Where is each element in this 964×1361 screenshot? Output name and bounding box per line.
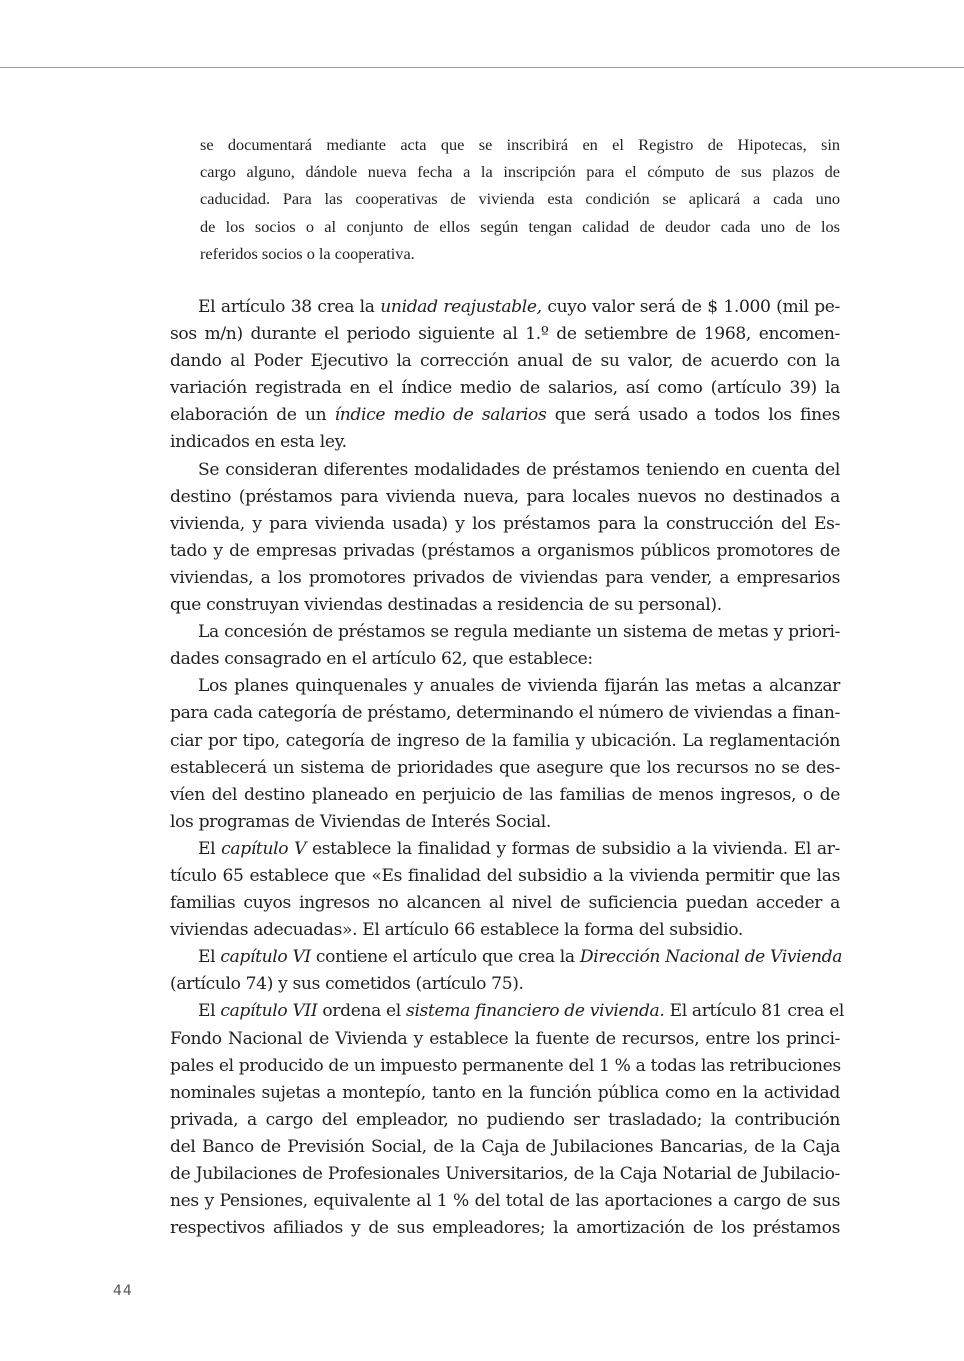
paragraph <box>170 619 840 673</box>
body-line: sos m/n) durante el periodo siguiente al 1.º de setiembre de 1968, encomen- <box>170 324 840 345</box>
body-line: El artículo 38 crea la unidad reajustable, cuyo valor será de $ 1.000 (mil pe- <box>198 297 840 317</box>
quote-line: caducidad. Para las cooperativas de vivienda esta condición se aplicará a cada uno <box>200 189 840 209</box>
body-line: Los planes quinquenales y anuales de vivienda fijarán las metas a alcanzar <box>198 676 840 697</box>
paragraph <box>170 673 840 836</box>
body-line: privada, a cargo del empleador, no pudiendo ser trasladado; la contribución <box>170 1109 840 1130</box>
paragraph <box>170 998 844 1242</box>
italic-term: capítulo V <box>221 838 307 859</box>
quote-line: de los socios o al conjunto de ellos según tengan calidad de deudor cada uno de los <box>200 216 840 236</box>
body-line: elaboración de un índice medio de salarios que será usado a todos los fines <box>170 405 840 426</box>
body-line: Fondo Nacional de Vivienda y establece la fuente de recursos, entre los princi- <box>170 1028 840 1049</box>
quote-line: referidos socios o la cooperativa. <box>200 243 415 263</box>
body-line: del Banco de Previsión Social, de la Caja de Jubilaciones Bancarias, de la Caja <box>170 1136 840 1157</box>
italic-term: Dirección Nacional de Vivienda <box>579 947 843 968</box>
header-rule <box>0 67 964 68</box>
body-line: dades consagrado en el artículo 62, que establece: <box>170 649 593 670</box>
body-line: que construyan viviendas destinadas a residencia de su personal). <box>170 595 722 616</box>
body-line: viviendas, a los promotores privados de viviendas para vender, a empresarios <box>170 567 840 588</box>
body-line: los programas de Viviendas de Interés Social. <box>170 811 551 832</box>
paragraph <box>170 294 840 457</box>
italic-term: capítulo VI <box>220 947 311 968</box>
body-line: de Jubilaciones de Profesionales Universitarios, de la Caja Notarial de Jubilacio- <box>170 1164 840 1184</box>
body-line: El capítulo VII ordena el sistema financiero de vivienda. El artículo 81 crea el <box>198 1001 844 1022</box>
italic-term: índice medio de salarios <box>334 405 547 426</box>
body-line: El capítulo VI contiene el artículo que crea la Dirección Nacional de Vivienda <box>198 947 843 968</box>
body-line: para cada categoría de préstamo, determinando el número de viviendas a finan- <box>170 703 840 724</box>
body-line: víen del destino planeado en perjuicio de las familias de menos ingresos, o de <box>170 784 840 805</box>
body-line: familias cuyos ingresos no alcancen al nivel de suficiencia puedan acceder a <box>170 893 840 914</box>
body-line: nominales sujetas a montepío, tanto en la función pública como en la actividad <box>170 1082 840 1103</box>
paragraph <box>170 836 840 944</box>
body-text <box>170 294 844 1242</box>
paragraph <box>170 457 840 620</box>
body-line: (artículo 74) y sus cometidos (artículo 75). <box>170 974 524 995</box>
quote-line: cargo alguno, dándole nueva fecha a la inscripción para el cómputo de sus plazos de <box>200 162 840 182</box>
body-line: dando al Poder Ejecutivo la corrección anual de su valor, de acuerdo con la <box>170 351 840 372</box>
body-line: viviendas adecuadas». El artículo 66 establece la forma del subsidio. <box>170 920 743 941</box>
body-line: establecerá un sistema de prioridades que asegure que los recursos no se des- <box>170 757 840 778</box>
body-line: vivienda, y para vivienda usada) y los préstamos para la construcción del Es- <box>170 513 840 534</box>
body-line: El capítulo V establece la finalidad y formas de subsidio a la vivienda. El ar- <box>198 838 840 859</box>
body-line: tado y de empresas privadas (préstamos a organismos públicos promotores de <box>170 540 840 561</box>
body-line: variación registrada en el índice medio de salarios, así como (artículo 39) la <box>170 378 840 399</box>
body-line: pales el producido de un impuesto permanente del 1 % a todas las retribuciones <box>170 1055 841 1076</box>
quote-line: se documentará mediante acta que se inscribirá en el Registro de Hipotecas, sin <box>200 135 840 154</box>
body-line: destino (préstamos para vivienda nueva, para locales nuevos no destinados a <box>170 486 840 507</box>
body-line: indicados en esta ley. <box>170 432 347 453</box>
body-line: ciar por tipo, categoría de ingreso de la familia y ubicación. La reglamentación <box>170 730 840 751</box>
body-line: tículo 65 establece que «Es finalidad del subsidio a la vivienda permitir que las <box>170 865 840 886</box>
body-line: respectivos afiliados y de sus empleadores; la amortización de los préstamos <box>170 1218 840 1239</box>
paragraph <box>170 944 843 998</box>
quoted-text-block <box>200 131 840 267</box>
italic-term: unidad reajustable, <box>380 297 542 317</box>
italic-term: sistema financiero de vivienda. <box>406 1001 665 1022</box>
body-line: La concesión de préstamos se regula mediante un sistema de metas y priori- <box>198 622 840 643</box>
page-number: 44 <box>113 1283 133 1299</box>
body-line: Se consideran diferentes modalidades de préstamos teniendo en cuenta del <box>198 459 840 480</box>
body-line: nes y Pensiones, equivalente al 1 % del total de las aportaciones a cargo de sus <box>170 1191 840 1212</box>
italic-term: capítulo VII <box>220 1001 318 1022</box>
